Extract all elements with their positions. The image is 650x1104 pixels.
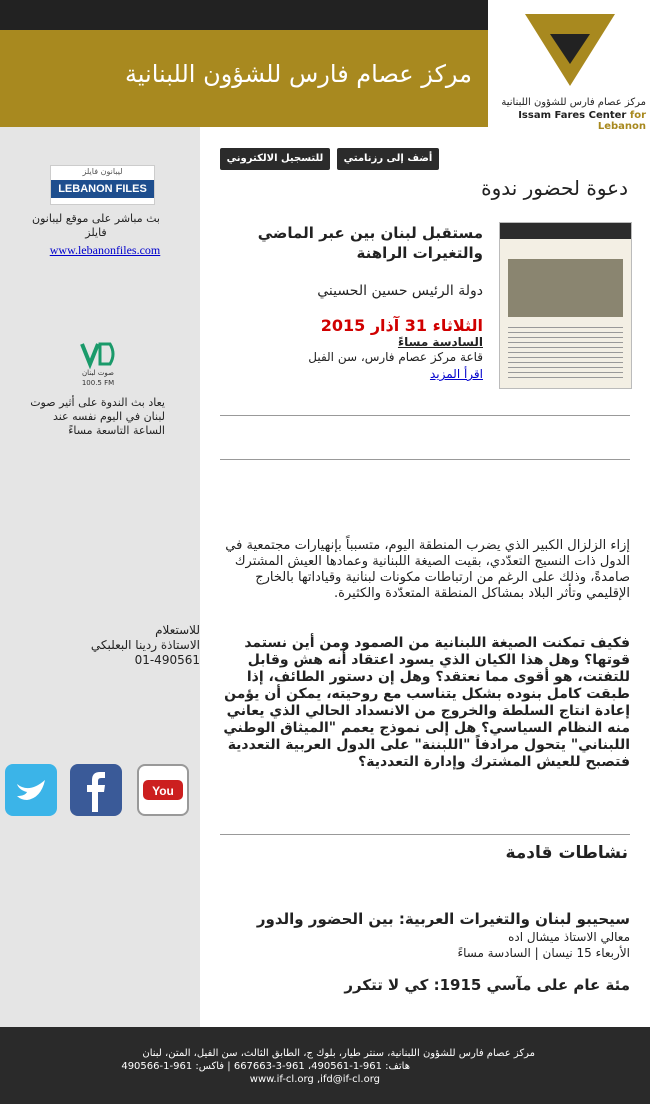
upcoming-title: نشاطات قادمة (505, 843, 628, 863)
event-title: مستقبل لبنان بين عبر الماضي والتغيرات الراهنة (257, 224, 483, 262)
register-button[interactable]: للتسجيل الالكتروني (220, 148, 330, 170)
body-paragraph: إزاء الزلزال الكبير الذي يضرب المنطقة اليوم، متسبباً بإنهيارات مجتمعية في الدول ذات النسيج التعدّدي، بقيت الصيغة اللبنانية وعمادها العيش المشترك صامدةً، وذلك على الرغم من ارتباطات مكونات لبنانية وقياداتها بالخارج الإقليمي وتأثر البلاد بمشاكل المنطقة المتعدّدة والكثيرة. (225, 538, 630, 601)
lebanon-files-link[interactable]: www.lebanonfiles.com (49, 243, 161, 257)
event-date: الثلاثاء 31 آذار 2015 (320, 316, 483, 335)
page-title: مركز عصام فارس للشؤون اللبنانية (124, 60, 472, 88)
upcoming-item-date: الأربعاء 15 نيسان | السادسة مساءً (457, 946, 630, 960)
voice-of-lebanon-logo-icon[interactable] (76, 340, 120, 388)
event-flyer-thumbnail[interactable] (499, 222, 632, 389)
add-to-calendar-button[interactable]: أضف إلى رزنامتي (337, 148, 439, 170)
divider (220, 459, 630, 460)
divider (220, 834, 630, 835)
lebanon-files-logo-en: LEBANON FILES (51, 180, 154, 198)
svg-text:You: You (152, 784, 174, 798)
lebanon-files-logo-ar: ليبانون فايلز (82, 167, 123, 176)
logo-text-ar: مركز عصام فارس للشؤون اللبنانية (501, 97, 646, 108)
radio-frequency: 100.5 FM (81, 379, 115, 387)
footer-address: مركز عصام فارس للشؤون اللبنانية، سنتر طيار، بلوك ج، الطابق الثالث، سن الفيل، المتن، لبنان (142, 1048, 535, 1059)
contact-info (30, 623, 200, 668)
contact-person: الاستاذة ردينا البعلبكي (90, 638, 200, 652)
body-questions: فكيف تمكنت الصيغة اللبنانية من الصمود ومن أين نستمد قوتها؟ وهل هذا الكيان الذي يسود اعتقاد أنه هش وقابل للتفتت، هو أقوى مما نعتقد؟ وهل إن دستور الطائف، إذا طبقت كامل بنوده بشكل يتناسب مع روحيته، يمكن أن يؤمن إعادة انتاج السلطة والخروج من الانسداد الحالي الذي يعاني منه النظام السياسي؟ هل إلى نموذج يعمم "الميثاق الوطني اللبناني" يتحول مرادفاً "اللبننة" على الدول العربية التعددية فتصبح للعيش المشترك وإدارة التعددية؟ (223, 635, 630, 770)
radio-rebroadcast-text: يعاد بث الندوة على أثير صوت لبنان في اليوم نفسه عند الساعة التاسعة مساءً (30, 396, 165, 437)
logo-text-en (490, 110, 646, 132)
radio-label: صوت لبنان (81, 369, 115, 377)
contact-phone: 01-490561 (134, 653, 200, 667)
lebanon-files-logo[interactable] (50, 165, 155, 205)
logo-text-en-1: Issam Fares Center (518, 110, 630, 121)
read-more-link[interactable]: اقرأ المزيد (429, 367, 483, 381)
upcoming-item-speaker: معالي الاستاذ ميشال اده (508, 930, 630, 944)
youtube-icon[interactable] (137, 764, 189, 816)
sidebar (0, 127, 200, 1027)
facebook-icon[interactable] (70, 764, 122, 816)
logo-text-en-2: for Lebanon (597, 110, 646, 132)
flyer-text-block (508, 327, 623, 381)
header-top-bar (0, 0, 488, 30)
contact-heading: للاستعلام (155, 623, 200, 637)
event-venue: قاعة مركز عصام فارس، سن الفيل (308, 350, 483, 364)
invitation-title: دعوة لحضور ندوة (481, 176, 628, 200)
flyer-header-bar (500, 223, 631, 239)
upcoming-item-title[interactable]: مئة عام على مآسي 1915: كي لا تتكرر (344, 976, 630, 994)
event-time: السادسة مساءً (397, 335, 483, 349)
live-stream-text: بث مباشر على موقع ليبانون فايلز (32, 212, 160, 239)
event-speaker: دولة الرئيس حسين الحسيني (317, 283, 483, 299)
footer-phones: هاتف: 961-1-490561، 961-3-667663 | فاكس: 961-1-490566 (121, 1061, 410, 1072)
speaker-photo (508, 259, 623, 317)
divider (220, 415, 630, 416)
upcoming-item-title[interactable]: سيحيبو لبنان والتغيرات العربية: بين الحضور والدور (256, 910, 630, 928)
footer-web[interactable]: www.if-cl.org ,ifd@if-cl.org (249, 1074, 380, 1085)
twitter-icon[interactable] (5, 764, 57, 816)
